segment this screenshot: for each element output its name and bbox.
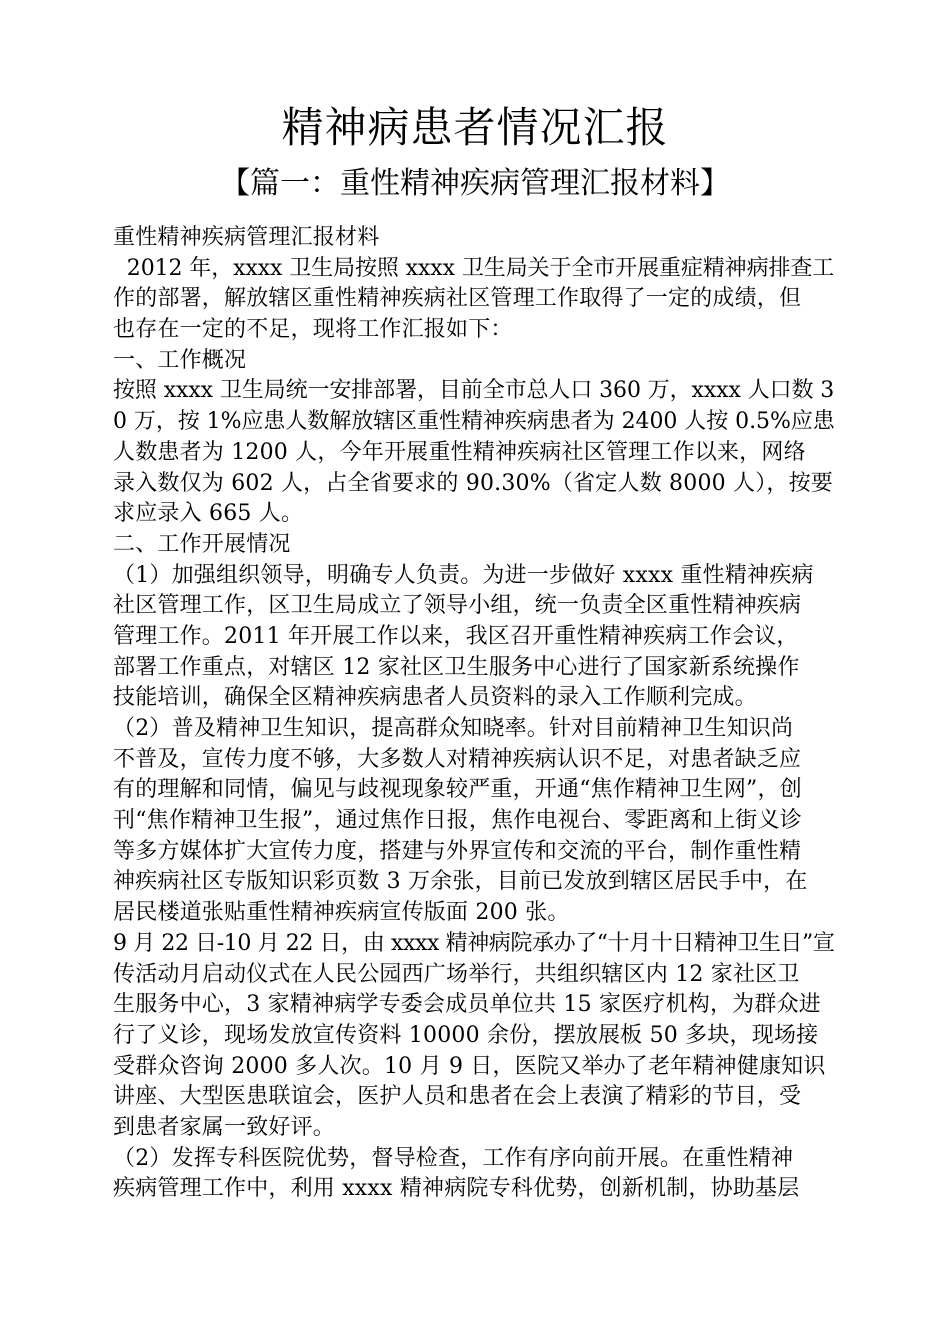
- text-line: 不普及，宣传力度不够，大多数人对精神疾病认识不足，对患者缺乏应: [113, 746, 802, 772]
- text-line: （2）发挥专科医院优势，督导检查，工作有序向前开展。在重性精神: [113, 1145, 794, 1171]
- text-line: 也存在一定的不足，现将工作汇报如下：: [113, 317, 513, 343]
- document-title: 精神病患者情况汇报: [281, 103, 669, 152]
- text-line: 有的理解和同情，偏见与歧视现象较严重，开通“焦作精神卫生网”，创: [113, 777, 802, 803]
- text-line: 管理工作。2011 年开展工作以来，我区召开重性精神疾病工作会议，: [113, 623, 799, 649]
- text-line: 按照 xxxx 卫生局统一安排部署，目前全市总人口 360 万，xxxx 人口数 3: [113, 378, 835, 404]
- text-line: 社区管理工作，区卫生局成立了领导小组，统一负责全区重性精神疾病: [113, 593, 802, 619]
- text-line: 到患者家属一致好评。: [113, 1114, 336, 1140]
- text-line: 传活动月启动仪式在人民公园西广场举行，共组织辖区内 12 家社区卫: [113, 961, 800, 987]
- text-line: 2012 年，xxxx 卫生局按照 xxxx 卫生局关于全市开展重症精神病排查工: [113, 255, 835, 281]
- text-line: 一、工作概况: [113, 347, 247, 373]
- text-line: （2）普及精神卫生知识，提高群众知晓率。针对目前精神卫生知识尚: [113, 716, 794, 741]
- text-line: 作的部署，解放辖区重性精神疾病社区管理工作取得了一定的成绩，但: [113, 286, 802, 312]
- text-line: 技能培训，确保全区精神疾病患者人员资料的录入工作顺利完成。: [113, 685, 757, 711]
- text-line: 等多方媒体扩大宣传力度，搭建与外界宣传和交流的平台，制作重性精: [113, 838, 802, 864]
- document-subtitle: 【篇一：重性精神疾病管理汇报材料】: [220, 166, 730, 201]
- text-line: 0 万，按 1%应患人数解放辖区重性精神疾病患者为 2400 人按 0.5%应患: [113, 409, 835, 435]
- text-line: 录入数仅为 602 人，占全省要求的 90.30%（省定人数 8000 人），按要: [113, 470, 834, 496]
- text-line: 人数患者为 1200 人，今年开展重性精神疾病社区管理工作以来，网络: [113, 439, 806, 465]
- text-line: 求应录入 665 人。: [113, 501, 304, 527]
- text-line: 重性精神疾病管理汇报材料: [113, 225, 380, 250]
- text-line: 疾病管理工作中，利用 xxxx 精神病院专科优势，创新机制，协助基层: [113, 1176, 800, 1202]
- text-line: 二、工作开展情况: [113, 531, 291, 557]
- text-line: 9 月 22 日-10 月 22 日，由 xxxx 精神病院承办了“十月十日精神卫生日”宣: [113, 930, 835, 956]
- document-body: [113, 223, 843, 1205]
- text-line: 生服务中心，3 家精神病学专委会成员单位共 15 家医疗机构，为群众进: [113, 992, 821, 1018]
- text-line: 受群众咨询 2000 多人次。10 月 9 日，医院又举办了老年精神健康知识: [113, 1053, 826, 1079]
- text-line: 行了义诊，现场发放宣传资料 10000 余份，摆放展板 50 多块，现场接: [113, 1022, 819, 1048]
- text-line: 讲座、大型医患联谊会，医护人员和患者在会上表演了精彩的节目，受: [113, 1084, 802, 1110]
- text-line: 部署工作重点，对辖区 12 家社区卫生服务中心进行了国家新系统操作: [113, 654, 800, 680]
- text-line: （1）加强组织领导，明确专人负责。为进一步做好 xxxx 重性精神疾病: [113, 562, 814, 588]
- text-line: 居民楼道张贴重性精神疾病宣传版面 200 张。: [113, 900, 570, 926]
- text-line: 刊“焦作精神卫生报”，通过焦作日报，焦作电视台、零距离和上街义诊: [113, 808, 802, 834]
- text-line: 神疾病社区专版知识彩页数 3 万余张，目前已发放到辖区居民手中，在: [113, 869, 808, 895]
